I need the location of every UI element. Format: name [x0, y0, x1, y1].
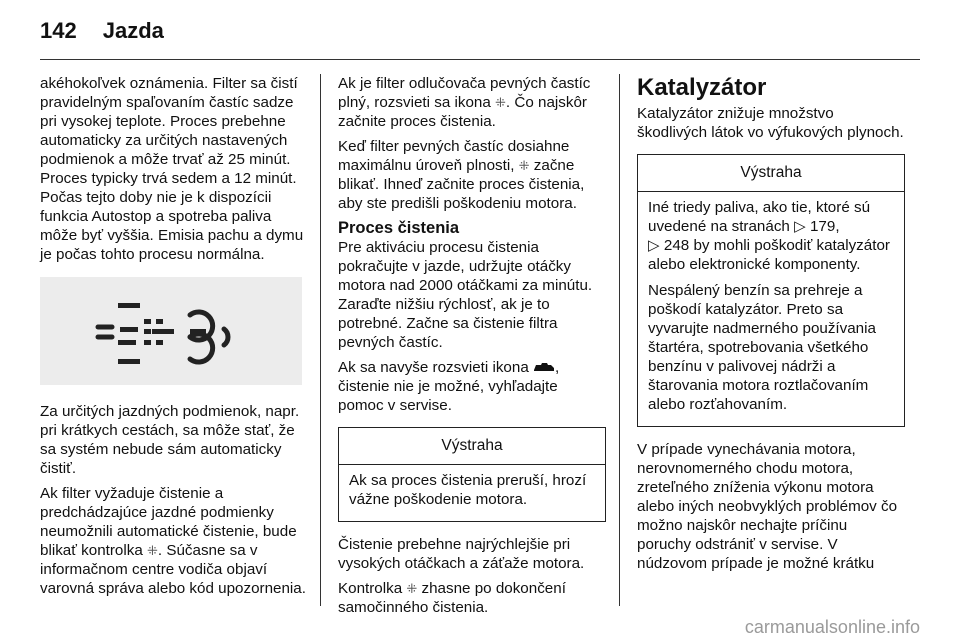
text-run: Ak sa navyše rozsvieti ikona — [338, 359, 533, 376]
text-run: Iné triedy paliva, ako tie, ktoré sú uvedené na stranách — [648, 199, 871, 235]
warning-box — [637, 154, 905, 427]
paragraph — [338, 358, 606, 415]
warning-body — [638, 192, 904, 426]
watermark: carmanualsonline.info — [744, 617, 920, 637]
paragraph: Čistenie prebehne najrýchlejšie pri vysokých otáčkach a záťaže motora. — [338, 536, 585, 572]
paragraph — [40, 484, 308, 598]
warning-box — [338, 427, 606, 522]
text-run: Keď filter pevných častíc dosiahne maximálnu úroveň plnosti, — [338, 138, 570, 174]
text-run: Kontrolka — [338, 580, 407, 597]
column-2 — [338, 74, 606, 623]
warning-text: Nespálený benzín sa prehreje a poškodí katalyzátor. Preto sa vyvarujte nadmerného používania štartéra, spotrebovania všetkého benzínu v palivovej nádrži a štarovania motora roztlačovaním alebo rozťahovaním. — [648, 282, 876, 413]
particulate-filter-icon: ⁜ — [406, 581, 418, 596]
text-run: . Čo najskôr začnite proces čistenia. — [338, 94, 587, 130]
particulate-filter-icon: ⁜ — [518, 158, 530, 173]
text-run: Ak je filter odlučovača pevných častíc plný, rozsvieti sa ikona — [338, 75, 591, 111]
particulate-filter-icon — [40, 277, 302, 385]
particulate-filter-icon: ⁜ — [495, 95, 506, 110]
chapter-title: Jazda — [102, 18, 164, 43]
text-run: Ak filter vyžaduje čistenie a predchádzajúce jazdné podmienky neumožnili automatické čistenie, bude blikať kontrolka — [40, 485, 297, 559]
column-divider — [619, 74, 620, 606]
page-header — [40, 18, 164, 48]
text-run: . Súčasne sa v informačnom centre vodiča objaví varovná správa alebo kód upozornenia. — [40, 542, 306, 597]
warning-text: Ak sa proces čistenia preruší, hrozí vážne poškodenie motora. — [349, 472, 587, 508]
paragraph — [338, 137, 606, 213]
column-divider — [320, 74, 321, 606]
warning-text — [648, 198, 894, 274]
header-rule — [40, 59, 920, 60]
text-run: , — [835, 218, 840, 235]
section-heading: Proces čistenia — [338, 219, 460, 237]
paragraph: Za určitých jazdných podmienok, napr. pri krátkych cestách, sa môže stať, že sa systém nebude sám automaticky čistiť. — [40, 403, 300, 477]
warning-title: Výstraha — [638, 155, 904, 192]
text-run: zhasne po dokončení samočinného čistenia. — [338, 580, 566, 616]
particulate-filter-icon: ⁜ — [147, 543, 158, 558]
paragraph — [338, 74, 606, 131]
paragraph: Katalyzátor znižuje množstvo škodlivých látok vo výfukových plynoch. — [637, 105, 904, 141]
text-run: by mohli poškodiť katalyzátor alebo elektronické komponenty. — [648, 237, 890, 273]
paragraph — [338, 579, 606, 617]
engine-icon — [533, 361, 555, 373]
paragraph: Pre aktiváciu procesu čistenia pokračujte v jazde, udržujte otáčky motora nad 2000 otáčkami za minútu. Zaraďte nižšiu rýchlosť, ak je to potrebné. Začne sa čistenie filtra pevných častíc. — [338, 239, 593, 351]
section-heading: Katalyzátor — [637, 74, 767, 101]
column-1 — [40, 74, 308, 604]
particulate-filter-illustration — [40, 277, 302, 385]
page-reference-link[interactable]: 179 — [809, 218, 836, 235]
column-3 — [637, 74, 905, 579]
warning-body — [339, 465, 605, 521]
text-run: , čistenie nie je možné, vyhľadajte pomoc v servise. — [338, 359, 560, 414]
page-reference-arrow-icon: ▷ — [648, 237, 664, 254]
paragraph: V prípade vynechávania motora, nerovnomerného chodu motora, zreteľného zníženia výkonu motora alebo iných neobvyklých problémov čo možno najskôr nechajte príčinu poruchy odstrániť v servise. V núdzovom prípade je možné krátku — [637, 441, 898, 572]
text-run: začne blikať. Ihneď začnite proces čistenia, aby ste predišli poškodeniu motora. — [338, 157, 585, 212]
warning-title: Výstraha — [339, 428, 605, 465]
page-reference-arrow-icon: ▷ — [794, 218, 810, 235]
page-reference-link[interactable]: 248 — [663, 237, 690, 254]
page-number: 142 — [40, 18, 77, 43]
paragraph: akéhokoľvek oznámenia. Filter sa čistí pravidelným spaľovaním častíc sadze pri vysokej teplote. Proces prebehne automaticky za určitých nastavených podmienok a môže trvať až 25 minút. Proces typicky trvá sedem a 12 minút. Počas tejto doby nie je k dispozícii funkcia Autostop a spotreba paliva môže byť vyššia. Emisia pachu a dymu je počas tohto procesu normálna. — [40, 75, 304, 263]
